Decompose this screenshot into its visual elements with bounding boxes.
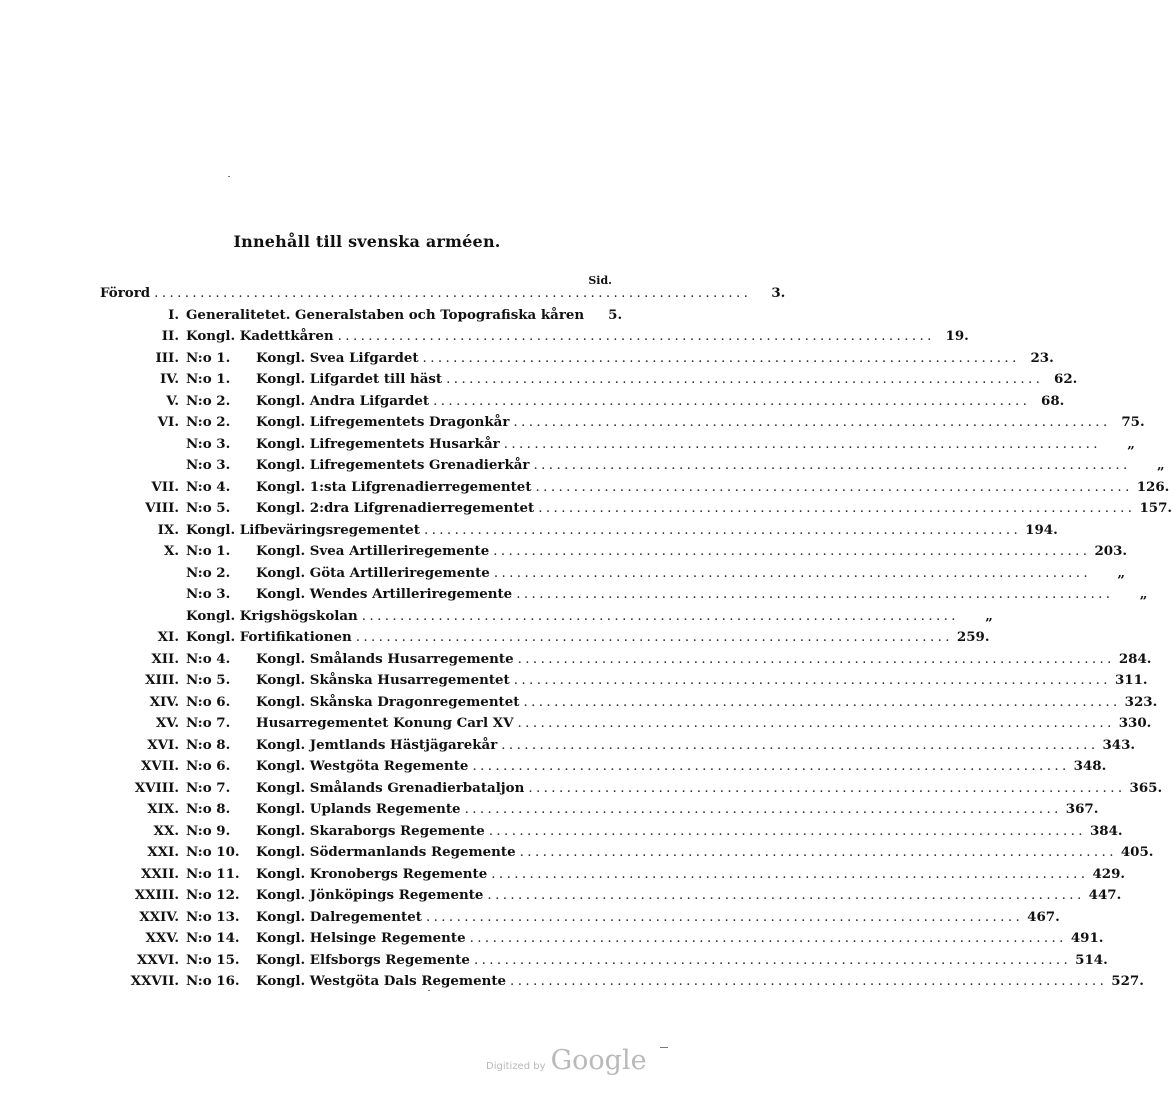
leader-dots: .............................................................................. bbox=[513, 415, 1111, 430]
toc-page-number: 23. bbox=[1030, 349, 1054, 366]
toc-page-number: „ bbox=[1139, 586, 1148, 602]
toc-page-number: 323. bbox=[1124, 693, 1158, 710]
paper-speck bbox=[660, 1047, 668, 1048]
toc-page-number: 3. bbox=[771, 285, 786, 301]
leader-dots: .............................................................................. bbox=[510, 974, 1108, 989]
leader-dots: .............................................................................. bbox=[425, 909, 1024, 925]
toc-row bbox=[100, 627, 990, 649]
page-title: Innehåll till svenska arméen. bbox=[233, 232, 501, 251]
toc-page-number: 259. bbox=[956, 629, 990, 645]
leader-dots: .............................................................................. bbox=[154, 286, 752, 301]
leader-dots: .............................................................................. bbox=[469, 931, 1067, 946]
paper-speck bbox=[228, 176, 230, 177]
toc-regiment-number: N:o 10. bbox=[186, 844, 240, 860]
leader-dots: .............................................................................. bbox=[501, 737, 1099, 753]
leader-dots: .............................................................................. bbox=[538, 501, 1136, 516]
toc-regiment-number: N:o 16. bbox=[186, 973, 240, 989]
toc-roman-numeral: XX. bbox=[153, 822, 179, 839]
toc-entry-text: Kongl. Göta Artilleriregemente bbox=[256, 564, 490, 581]
toc-regiment-number: N:o 7. bbox=[186, 779, 231, 796]
toc-regiment-number: N:o 4. bbox=[186, 650, 231, 667]
leader-dots: .............................................................................. bbox=[491, 866, 1089, 882]
toc-page-number: 527. bbox=[1111, 973, 1144, 989]
toc-entry-text: Kongl. Smålands Grenadierbataljon bbox=[256, 779, 525, 796]
toc-entry-text: Kongl. Westgöta Dals Regemente bbox=[256, 973, 507, 989]
toc-entry-text: Kongl. Kadettkåren bbox=[186, 328, 334, 344]
toc-row bbox=[100, 305, 623, 327]
toc-page-number: 126. bbox=[1136, 478, 1170, 495]
leader-dots: .............................................................................. bbox=[337, 329, 935, 344]
toc-page-number: 5. bbox=[608, 306, 623, 323]
toc-roman-numeral: XVII. bbox=[141, 758, 179, 774]
toc-page-number: „ bbox=[1117, 564, 1126, 581]
toc-page-number: 330. bbox=[1118, 715, 1152, 731]
toc-entry-text: Generalitetet. Generalstaben och Topografiska kåren bbox=[186, 306, 585, 323]
toc-entry-text: Kongl. Krigshögskolan bbox=[186, 607, 358, 624]
toc-page-number: 62. bbox=[1054, 371, 1078, 387]
toc-roman-numeral: IV. bbox=[160, 371, 179, 387]
toc-entry-text: Kongl. Dalregementet bbox=[256, 908, 422, 925]
leader-dots: .............................................................................. bbox=[493, 544, 1091, 559]
toc-row bbox=[100, 692, 1158, 714]
toc-entry-text: Kongl. Lifgardet till häst bbox=[256, 371, 443, 387]
leader-dots: .............................................................................. bbox=[487, 888, 1085, 903]
toc-roman-numeral: II. bbox=[161, 328, 179, 344]
toc-row bbox=[100, 756, 1107, 778]
toc-row bbox=[100, 928, 1104, 950]
toc-entry-text: Kongl. Svea Artilleriregemente bbox=[256, 543, 490, 559]
leader-dots: .............................................................................. bbox=[355, 630, 953, 645]
toc-entry-text: Förord bbox=[100, 285, 151, 301]
toc-entry-text: Kongl. Helsinge Regemente bbox=[256, 930, 466, 946]
leader-dots: .............................................................................. bbox=[503, 436, 1101, 452]
leader-dots: .............................................................................. bbox=[523, 694, 1121, 710]
toc-regiment-number: N:o 1. bbox=[186, 349, 231, 366]
toc-roman-numeral: XXIII. bbox=[134, 887, 179, 903]
toc-entry-text: Kongl. Lifregementets Dragonkår bbox=[256, 414, 510, 430]
toc-entry-text: Kongl. Westgöta Regemente bbox=[256, 758, 469, 774]
toc-row bbox=[100, 907, 1060, 929]
watermark-prefix: Digitized by bbox=[486, 1061, 546, 1072]
toc-regiment-number: N:o 1. bbox=[186, 371, 231, 387]
toc-page-number: 284. bbox=[1118, 650, 1152, 667]
toc-page-number: 68. bbox=[1041, 392, 1065, 409]
toc-regiment-number: N:o 8. bbox=[186, 736, 231, 753]
toc-entry-text: Kongl. Andra Lifgardet bbox=[256, 392, 430, 409]
toc-row bbox=[100, 455, 1165, 477]
toc-row bbox=[100, 778, 1163, 800]
leader-dots: .............................................................................. bbox=[535, 479, 1133, 495]
toc-page-number: 405. bbox=[1120, 844, 1154, 860]
leader-dots: .............................................................................. bbox=[446, 372, 1044, 387]
toc-row bbox=[100, 885, 1122, 907]
toc-row bbox=[100, 563, 1126, 585]
toc-regiment-number: N:o 2. bbox=[186, 564, 231, 581]
toc-regiment-number: N:o 15. bbox=[186, 951, 240, 968]
toc-roman-numeral: I. bbox=[168, 306, 179, 323]
toc-entry-text: Kongl. Smålands Husarregemente bbox=[256, 650, 514, 667]
page-column-header: Sid. bbox=[588, 274, 612, 287]
toc-roman-numeral: XI. bbox=[157, 629, 179, 645]
leader-dots: .............................................................................. bbox=[472, 759, 1070, 774]
toc-row bbox=[100, 541, 1128, 563]
toc-roman-numeral: XXV. bbox=[145, 930, 179, 946]
toc-roman-numeral: XVI. bbox=[147, 736, 179, 753]
toc-entry-text: Kongl. Lifregementets Husarkår bbox=[256, 435, 500, 452]
toc-row bbox=[100, 864, 1126, 886]
toc-entry-text: Kongl. Jönköpings Regemente bbox=[256, 887, 484, 903]
toc-row bbox=[100, 971, 1144, 993]
toc-regiment-number: N:o 9. bbox=[186, 822, 231, 839]
leader-dots: .............................................................................. bbox=[488, 823, 1086, 839]
toc-entry-text: Kongl. Lifbeväringsregementet bbox=[186, 521, 420, 538]
toc-row bbox=[100, 434, 1135, 456]
toc-entry-text: Kongl. Jemtlands Hästjägarekår bbox=[256, 736, 498, 753]
toc-roman-numeral: XII. bbox=[151, 650, 179, 667]
toc-page-number: 514. bbox=[1075, 951, 1108, 968]
toc-regiment-number: N:o 11. bbox=[186, 865, 240, 882]
paper-speck bbox=[428, 990, 430, 991]
toc-regiment-number: N:o 5. bbox=[186, 500, 231, 516]
google-logo: Google bbox=[550, 1045, 647, 1076]
toc-entry-text: Kongl. Lifregementets Grenadierkår bbox=[256, 457, 530, 473]
toc-page-number: 365. bbox=[1129, 779, 1163, 796]
toc-row-foreword bbox=[100, 283, 786, 305]
toc-regiment-number: N:o 7. bbox=[186, 715, 231, 731]
toc-roman-numeral: XXVII. bbox=[130, 973, 179, 989]
toc-regiment-number: N:o 3. bbox=[186, 457, 231, 473]
leader-dots: .............................................................................. bbox=[361, 608, 959, 624]
toc-entry-text: Kongl. Svea Lifgardet bbox=[256, 349, 419, 366]
toc-regiment-number: N:o 2. bbox=[186, 414, 231, 430]
leader-dots: .............................................................................. bbox=[516, 587, 1114, 602]
toc-row bbox=[100, 606, 993, 628]
toc-page-number: „ bbox=[985, 607, 993, 624]
toc-page-number: 467. bbox=[1027, 908, 1060, 925]
toc-row bbox=[100, 842, 1154, 864]
leader-dots: .............................................................................. bbox=[473, 952, 1072, 968]
toc-regiment-number: N:o 13. bbox=[186, 908, 240, 925]
toc-regiment-number: N:o 6. bbox=[186, 758, 231, 774]
toc-entry-text: Kongl. Elfsborgs Regemente bbox=[256, 951, 470, 968]
leader-dots: .............................................................................. bbox=[517, 651, 1115, 667]
toc-page-number: 311. bbox=[1114, 672, 1148, 688]
toc-page-number: 384. bbox=[1089, 822, 1123, 839]
toc-page-number: 367. bbox=[1065, 801, 1099, 817]
leader-dots: .............................................................................. bbox=[422, 350, 1020, 366]
toc-regiment-number: N:o 14. bbox=[186, 930, 240, 946]
toc-page-number: 447. bbox=[1088, 887, 1122, 903]
toc-page-number: 157. bbox=[1139, 500, 1172, 516]
leader-dots: .............................................................................. bbox=[464, 802, 1062, 817]
table-of-contents bbox=[100, 283, 1172, 993]
toc-entry-text: Kongl. Skaraborgs Regemente bbox=[256, 822, 485, 839]
toc-roman-numeral: XVIII. bbox=[134, 779, 179, 796]
toc-page-number: 491. bbox=[1070, 930, 1104, 946]
toc-row bbox=[100, 584, 1148, 606]
toc-page-number: 348. bbox=[1073, 758, 1107, 774]
toc-page-number: 194. bbox=[1025, 521, 1058, 538]
toc-regiment-number: N:o 6. bbox=[186, 693, 231, 710]
toc-regiment-number: N:o 3. bbox=[186, 586, 231, 602]
toc-roman-numeral: VI. bbox=[157, 414, 179, 430]
toc-row bbox=[100, 821, 1123, 843]
leader-dots: .............................................................................. bbox=[433, 393, 1031, 409]
toc-page-number: 429. bbox=[1092, 865, 1126, 882]
toc-roman-numeral: VII. bbox=[151, 478, 179, 495]
toc-page-number: 343. bbox=[1102, 736, 1136, 753]
toc-page-number: 203. bbox=[1094, 543, 1128, 559]
toc-row bbox=[100, 670, 1148, 692]
toc-roman-numeral: IX. bbox=[157, 521, 179, 538]
toc-regiment-number: N:o 5. bbox=[186, 672, 231, 688]
toc-row bbox=[100, 520, 1058, 542]
toc-row bbox=[100, 950, 1108, 972]
toc-roman-numeral: XXII. bbox=[141, 865, 179, 882]
toc-regiment-number: N:o 8. bbox=[186, 801, 231, 817]
toc-roman-numeral: VIII. bbox=[145, 500, 179, 516]
toc-entry-text: Kongl. Fortifikationen bbox=[186, 629, 352, 645]
toc-row bbox=[100, 799, 1099, 821]
toc-row bbox=[100, 477, 1170, 499]
toc-roman-numeral: XIX. bbox=[147, 801, 179, 817]
toc-row bbox=[100, 391, 1065, 413]
toc-entry-text: Kongl. 2:dra Lifgrenadierregementet bbox=[256, 500, 535, 516]
leader-dots: .............................................................................. bbox=[493, 565, 1092, 581]
toc-roman-numeral: III. bbox=[155, 349, 179, 366]
toc-page-number: „ bbox=[1127, 435, 1135, 452]
toc-roman-numeral: XXI. bbox=[147, 844, 179, 860]
toc-regiment-number: N:o 3. bbox=[186, 435, 231, 452]
toc-page-number: „ bbox=[1157, 457, 1165, 473]
toc-entry-text: Kongl. Kronobergs Regemente bbox=[256, 865, 488, 882]
toc-page-number: 75. bbox=[1121, 414, 1145, 430]
toc-entry-text: Kongl. Skånska Husarregementet bbox=[256, 672, 510, 688]
toc-roman-numeral: XXVI. bbox=[136, 951, 179, 968]
toc-entry-text: Kongl. 1:sta Lifgrenadierregementet bbox=[256, 478, 532, 495]
toc-row bbox=[100, 649, 1152, 671]
toc-row bbox=[100, 369, 1078, 391]
leader-dots: .............................................................................. bbox=[519, 845, 1117, 860]
toc-roman-numeral: XV. bbox=[155, 715, 179, 731]
toc-roman-numeral: XIII. bbox=[145, 672, 179, 688]
toc-regiment-number: N:o 1. bbox=[186, 543, 231, 559]
toc-regiment-number: N:o 4. bbox=[186, 478, 231, 495]
toc-regiment-number: N:o 12. bbox=[186, 887, 240, 903]
toc-page-number: 19. bbox=[945, 328, 969, 344]
toc-entry-text: Kongl. Wendes Artilleriregemente bbox=[256, 586, 513, 602]
toc-row bbox=[100, 326, 969, 348]
digitized-watermark bbox=[486, 1045, 647, 1076]
toc-row bbox=[100, 713, 1152, 735]
leader-dots: .............................................................................. bbox=[517, 716, 1115, 731]
toc-row bbox=[100, 412, 1145, 434]
leader-dots: .............................................................................. bbox=[513, 673, 1111, 688]
leader-dots: .............................................................................. bbox=[423, 522, 1022, 538]
toc-row bbox=[100, 735, 1136, 757]
toc-entry-text: Kongl. Skånska Dragonregementet bbox=[256, 693, 520, 710]
toc-regiment-number: N:o 2. bbox=[186, 392, 231, 409]
toc-row bbox=[100, 498, 1172, 520]
toc-entry-text: Kongl. Södermanlands Regemente bbox=[256, 844, 516, 860]
toc-row bbox=[100, 348, 1054, 370]
toc-roman-numeral: X. bbox=[163, 543, 179, 559]
leader-dots: .............................................................................. bbox=[528, 780, 1126, 796]
toc-roman-numeral: XIV. bbox=[149, 693, 179, 710]
toc-entry-text: Husarregementet Konung Carl XV bbox=[256, 715, 514, 731]
toc-entry-text: Kongl. Uplands Regemente bbox=[256, 801, 461, 817]
toc-roman-numeral: V. bbox=[166, 392, 179, 409]
leader-dots: .............................................................................. bbox=[533, 458, 1131, 473]
toc-roman-numeral: XXIV. bbox=[139, 908, 179, 925]
